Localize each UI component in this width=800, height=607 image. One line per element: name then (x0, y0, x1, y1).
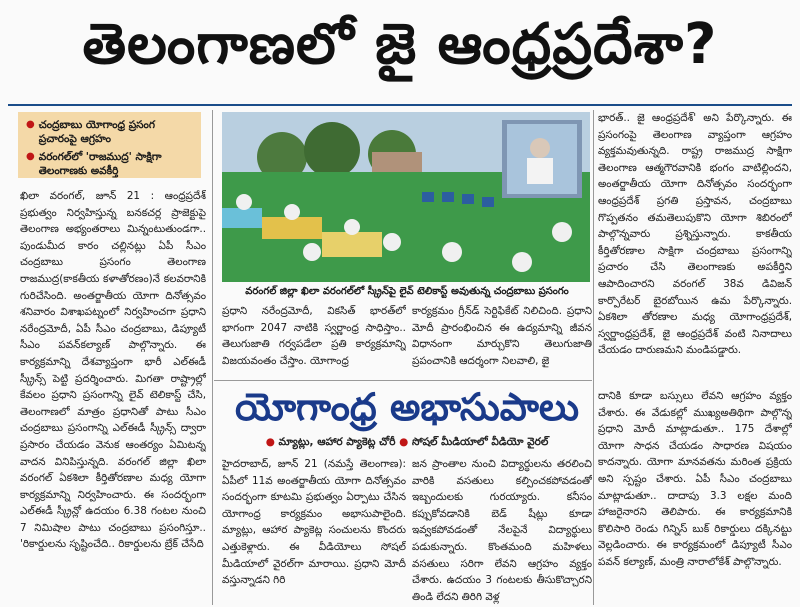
column-divider (593, 110, 594, 605)
article-text: ప్రధాని నరేంద్రమోదీ, వికసిత్ భారత్‌లో భాగంగా 2047 నాటికి స్వర్ణాంధ్ర సాధిస్తాం.. తెలుగుజాతి గర్వపడేలా ప్రతి కార్యక్రమాన్ని విజయవంతం చేస్తాం. యోగాంధ్ర (222, 305, 406, 367)
highlight-item (26, 118, 193, 146)
article-text: హైదరాబాద్, జూన్ 21 (నమస్తే తెలంగాణ): ఏపీలో 11వ అంతర్జాతీయ యోగా దినోత్సవం సందర్భంగా కూటమి ప్రభుత్వం ఏర్పాటు చేసిన యోగాంధ్ర కార్యక్రమం అభాసుపాలైంది. మ్యాట్లు, ఆహార ప్యాకెట్ల సంచులను కొందరు ఎత్తుకెళ్లారు. ఈ వీడియోలు సోషల్ మీడియాలో వైరల్‌గా మారాయి. ప్రధాని మోదీ వస్తున్నాడని గిరి (222, 458, 406, 587)
highlight-text: వరంగల్‌లో 'రాజముద్ర' సాక్షిగా తెలంగాణకు అవకీర్తి (38, 151, 162, 177)
highlights-box (18, 112, 201, 178)
bullet-icon: ● (265, 436, 275, 448)
section-divider (214, 380, 592, 381)
article-column-3 (412, 303, 592, 379)
sub-article-column-1 (222, 456, 406, 604)
article-column-2 (222, 303, 406, 379)
article-column-4 (598, 110, 792, 382)
article-text: దానికి కూడా బస్సులు లేవని ఆగ్రహం వ్యక్తం చేశారు. ఈ వేడుకల్లో ముఖ్యఅతిథిగా పాల్గొన్న ప్రధాని మోదీ మాట్లాడుతూ.. 175 దేశాల్లో యోగా సాధన చేయడం సాధారణ విషయం కాదన్నారు. యోగా మానవతను మరింత ప్రక్రియ అని స్పష్టం చేశారు. ఏపీ సీఎం చంద్రబాబు మాట్లాడుతూ.. దాదాపు 3.3 లక్షల మంది హాజరైనారని తెలిపారు. ఈ కార్యక్రమానికి కొలిసారి రెండు గిన్నిస్ బుక్ రికార్డులు దక్కినట్టు వెల్లడించారు. ఈ కార్యక్రమంలో డిప్యూటీ సీఎం పవన్ కల్యాణ్, మంత్రి నారాలోకేశ్ పాల్గొన్నారు. (598, 390, 792, 568)
sub-deck-text: మ్యాట్లు, ఆహార ప్యాకెట్ల చోరీ (278, 436, 396, 448)
sub-article-column-2 (412, 456, 592, 604)
article-text: జన ప్రాంతాల నుంచి విద్యార్థులను తరలించి వారికి వసతులు కల్పించకపోవడంతో ఇబ్బందులకు గురయ్యారు. కనీసం కప్పుకోవడానికి బెడ్ షీట్లు కూడా ఇవ్వకపోవడంతో నేలపైనే విద్యార్థులు పడుకున్నారు. కొంతమంది మహిళలు వసతులు సరిగా లేవని ఆగ్రహం వ్యక్తం చేశారు. ఉదయం 3 గంటలకు తీసుకొచ్చారని తిండి లేదని తిరిగి వెళ్ల (412, 458, 592, 603)
news-photo (222, 112, 590, 282)
article-text: కార్యక్రమం గ్రీన్‌డ్ సెర్టిఫికేట్ నిలిచింది. ప్రధాని మోదీ ప్రారంభించిన ఈ ఉద్యమాన్ని జీవన విధానంగా మార్చుకొని తెలుగుజాతి ప్రపంచానికి ఆదర్శంగా నిలవాలి, జై (412, 305, 592, 367)
article-text: భారత్.. జై ఆంధ్రప్రదేశ్' అని పేర్కొన్నారు. ఈ ప్రసంగంపై తెలంగాణ వ్యాప్తంగా ఆగ్రహం వ్యక్తమవుతున్నది. రాష్ట్ర రాజముద్ర సాక్షిగా తెలంగాణ ఆత్మగౌరవానికి భంగం వాటిల్లిందని, అంతర్జాతీయ యోగా దినోత్సవం సందర్భంగా ఆంధ్రప్రదేశ్ ప్రగతి ప్రస్తావన, చంద్రబాబు గొప్పతనం తమతెలుపుకొని యోగా శిబిరంలో పాల్గొన్నవారు ప్రశ్నిస్తున్నారు. కాకతీయ కీర్తితోరణాల సాక్షిగా చంద్రబాబు ప్రసంగాన్ని ప్రచారం చేసి తెలంగాణకు అపకీర్తిని ఆపాదించారని వరంగల్ 38వ డివిజన్ కార్పొరేటర్ బైరబోయిన ఉమ పేర్కొన్నారు. ఏకశిలా తోరణాల మధ్య యోగాంధ్రప్రదేశ్, స్వర్ణాంధ్రప్రదేశ్, జై ఆంధ్రప్రదేశ్ వంటి నినాదాలు చేయడం దారుణమని మండిపడ్డారు. (598, 112, 792, 357)
photo-caption: వరంగల్ జిల్లా ఖిలా వరంగల్‌లో స్క్రీన్‌పై లైవ్ టెలికాస్ట్ అవుతున్న చంద్రబాబు ప్రసంగం (245, 286, 569, 297)
top-divider (8, 104, 792, 106)
highlight-text: చంద్రబాబు యోగాంధ్ర ప్రసంగ ప్రచారంపై ఆగ్రహం (38, 119, 155, 145)
sub-article-column-3 (598, 388, 792, 604)
bullet-icon: ● (399, 436, 409, 448)
sub-deck-text: సోషల్ మీడియాలో వీడియో వైరల్ (411, 436, 549, 448)
headline: తెలంగాణలో జై ఆంధ్రప్రదేశా? (82, 11, 718, 77)
bullet-icon: ● (26, 119, 35, 130)
sub-deck (222, 432, 592, 452)
article-column-1 (20, 188, 206, 603)
article-text: ఖిలా వరంగల్, జూన్ 21 : ఆంధ్రప్రదేశ్ ప్రభుత్వం నిర్వహిస్తున్న బనకచర్ల ప్రాజెక్టుపై తెలంగాణ అభ్యంతరాలు మిన్నంటుతుండగా.. పుండుమీద కారం చల్లినట్లు ఏపీ సీఎం చంద్రబాబు ప్రసంగం తెలంగాణ రాజముద్ర(కాకతీయ కళాతోరణం)నే కలవరానికి గురిచేసింది. అంతర్జాతీయ యోగా దినోత్సవం శనివారం విశాఖపట్నంలో నిర్వహించగా ప్రధాని నరేంద్రమోదీ, ఏపీ సీఎం చంద్రబాబు, డిప్యూటీ సీఎం పవన్‌కల్యాణ్ పాల్గొన్నారు. ఈ కార్యక్రమాన్ని దేశవ్యాప్తంగా భారీ ఎల్‌ఈడీ స్క్రీన్స్ పెట్టి ప్రదర్శించారు. మిగతా రాష్ట్రాల్లో కేవలం ప్రధాని ప్రసంగాన్ని లైవ్ టెలికాస్ట్ చేసి, తెలంగాణలో మాత్రం ప్రధానితో పాటు సీఎం చంద్రబాబు ప్రసంగాన్ని ఎల్‌ఈడీ స్క్రీన్స్ ద్వారా ప్రసారం చేయడం వెనుక ఆంతర్యం ఏమిటన్న వాదన వినిపిస్తున్నది. వరంగల్ జిల్లా ఖిలా వరంగల్ ఏకశిలా కీర్తితోరణాల మధ్య యోగా కార్యక్రమాన్ని నిర్వహించారు. ఈ సందర్భంగా ఎల్‌ఈడీ స్క్రీన్లో ఉదయం 6.38 గంటల నుంచి 7 నిమిషాల పాటు చంద్రబాబు ప్రసంగిస్తూ.. 'రికార్డులను సృష్టించేది.. రికార్డులను బ్రేక్ చేసేది (20, 190, 206, 551)
yoga-event-photo (222, 112, 590, 282)
bullet-icon: ● (26, 151, 35, 162)
sub-headline: యోగాంధ్ర అభాసుపాలు (234, 385, 580, 429)
highlight-item (26, 150, 193, 178)
column-divider (212, 110, 213, 605)
